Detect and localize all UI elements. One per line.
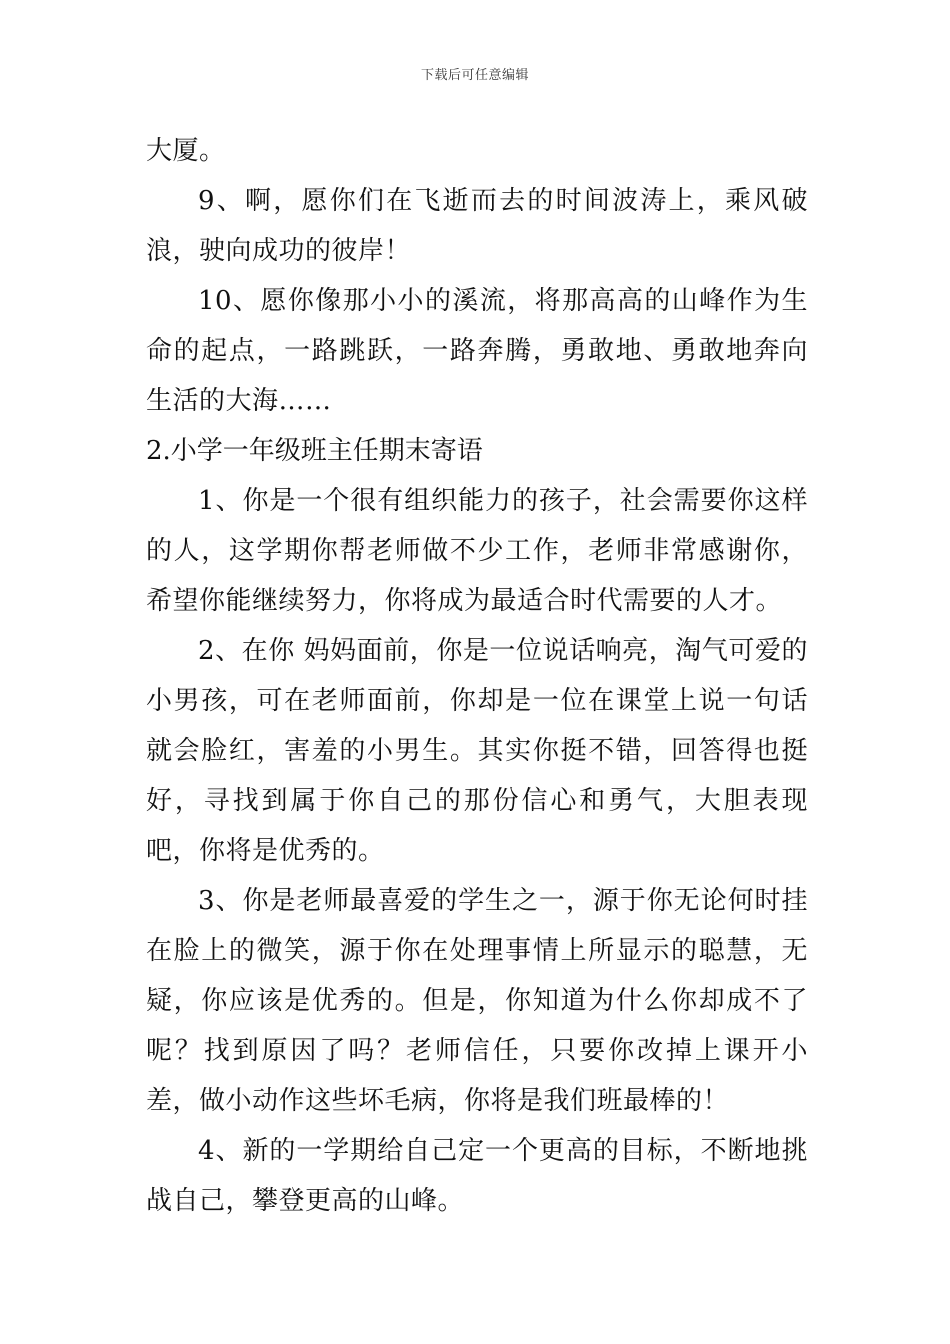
paragraph-item-1: 1、你是一个很有组织能力的孩子，社会需要你这样的人，这学期你帮老师做不少工作，老师非常感谢你，希望你能继续努力，你将成为最适合时代需要的人才。 bbox=[146, 486, 808, 616]
paragraph-continuation: 大厦。 bbox=[146, 136, 226, 166]
paragraph-item-3: 3、你是老师最喜爱的学生之一，源于你无论何时挂在脸上的微笑，源于你在处理事情上所显示的聪慧，无疑，你应该是优秀的。但是，你知道为什么你却成不了呢？找到原因了吗？老师信任，只要你改掉上课开小差，做小动作这些坏毛病，你将是我们班最棒的！ bbox=[146, 886, 808, 1116]
paragraph-item-4: 4、新的一学期给自己定一个更高的目标，不断地挑战自己，攀登更高的山峰。 bbox=[146, 1136, 808, 1216]
document-body bbox=[146, 126, 808, 1226]
section-heading: 2.小学一年级班主任期末寄语 bbox=[146, 436, 483, 466]
paragraph-item-9: 9、啊，愿你们在飞逝而去的时间波涛上，乘风破浪，驶向成功的彼岸！ bbox=[146, 186, 808, 266]
paragraph-item-2: 2、在你 妈妈面前，你是一位说话响亮，淘气可爱的小男孩，可在老师面前，你却是一位在课堂上说一句话就会脸红，害羞的小男生。其实你挺不错，回答得也挺好，寻找到属于你自己的那份信心和勇气，大胆表现吧，你将是优秀的。 bbox=[146, 636, 808, 866]
page-header: 下载后可任意编辑 bbox=[420, 68, 529, 83]
paragraph-item-10: 10、愿你像那小小的溪流，将那高高的山峰作为生命的起点，一路跳跃，一路奔腾，勇敢地、勇敢地奔向生活的大海…… bbox=[146, 286, 808, 416]
